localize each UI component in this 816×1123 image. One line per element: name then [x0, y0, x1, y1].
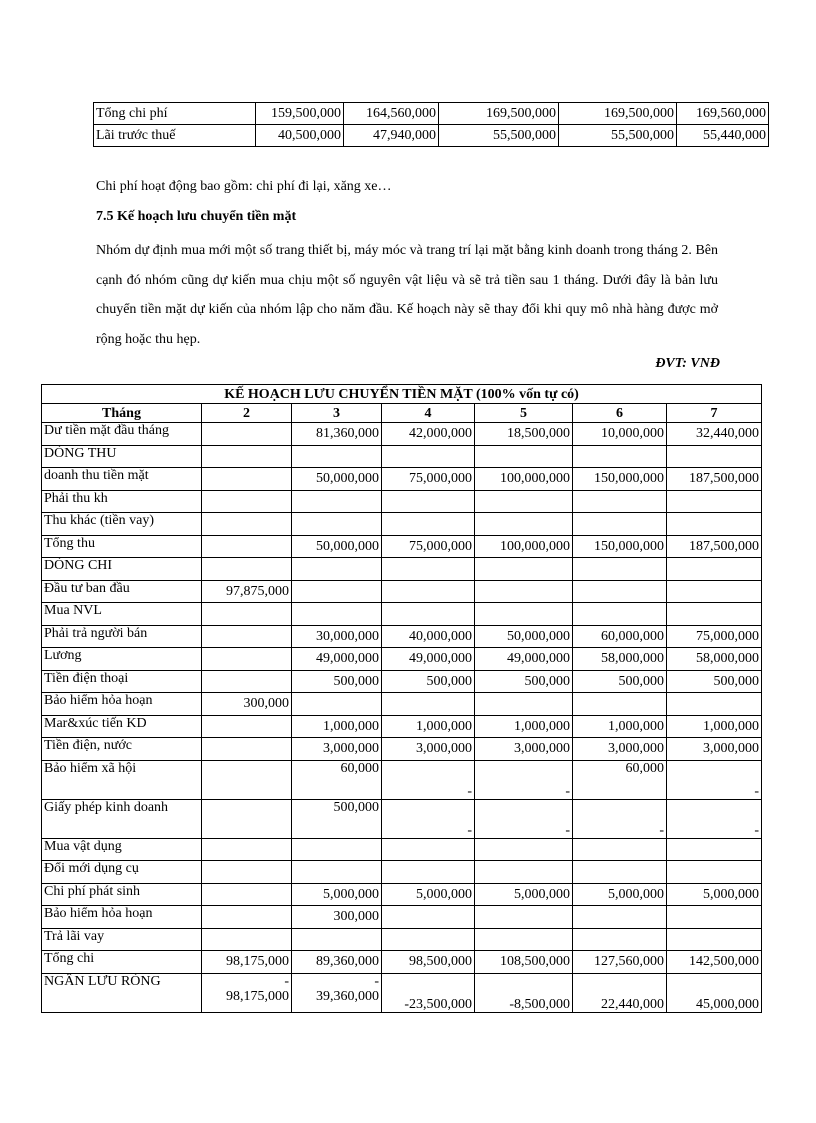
cell	[667, 838, 762, 861]
cell	[202, 670, 292, 693]
cell	[475, 928, 573, 951]
cell	[573, 906, 667, 929]
table-title: KẾ HOẠCH LƯU CHUYỂN TIỀN MẶT (100% vốn tự có)	[42, 385, 762, 404]
cell: 150,000,000	[573, 468, 667, 491]
row-label: Tổng chi phí	[94, 103, 256, 125]
row-label: doanh thu tiền mặt	[42, 468, 202, 491]
cell	[202, 861, 292, 884]
cell: 5,000,000	[292, 883, 382, 906]
cell	[475, 973, 573, 1012]
cell: 500,000	[573, 670, 667, 693]
row-label: Bảo hiểm xã hội	[42, 760, 202, 799]
cell	[667, 445, 762, 468]
row-label: DÒNG THU	[42, 445, 202, 468]
cell: 81,360,000	[292, 423, 382, 446]
cell	[667, 906, 762, 929]
cell	[667, 513, 762, 536]
cell-line: -8,500,000	[509, 996, 570, 1012]
cell	[202, 973, 292, 1012]
cell: 32,440,000	[667, 423, 762, 446]
table-row	[42, 535, 762, 558]
row-label: Phải trả người bán	[42, 625, 202, 648]
cell	[667, 693, 762, 716]
cell-line: 98,175,000	[226, 988, 289, 1004]
table-row	[42, 973, 762, 1012]
cell: 100,000,000	[475, 468, 573, 491]
cell-line: -	[374, 973, 379, 989]
table-row	[42, 861, 762, 884]
cell	[667, 558, 762, 581]
table-row	[42, 693, 762, 716]
cell: 50,000,000	[475, 625, 573, 648]
unit-label: ĐVT: VNĐ	[655, 356, 720, 371]
cell: 42,000,000	[382, 423, 475, 446]
cell: 300,000	[202, 693, 292, 716]
cell	[202, 603, 292, 626]
cell	[475, 603, 573, 626]
cell: 50,000,000	[292, 535, 382, 558]
cell: 164,560,000	[344, 103, 439, 125]
cell	[292, 693, 382, 716]
cell: -	[667, 799, 762, 838]
cell: 98,500,000	[382, 951, 475, 974]
row-label: Mua NVL	[42, 603, 202, 626]
cell-line: 45,000,000	[696, 996, 760, 1012]
row-label: Mua vật dụng	[42, 838, 202, 861]
cell	[382, 490, 475, 513]
table-row	[94, 103, 769, 125]
cell-line: -23,500,000	[404, 996, 472, 1012]
cell	[475, 580, 573, 603]
cell-line: 22,440,000	[601, 996, 664, 1012]
table-row	[94, 125, 769, 147]
row-label: Trả lãi vay	[42, 928, 202, 951]
cell: 55,500,000	[439, 125, 559, 147]
cell	[292, 580, 382, 603]
cell: 98,175,000	[202, 951, 292, 974]
row-label: NGÂN LƯU RÒNG	[42, 973, 202, 1012]
cell	[573, 580, 667, 603]
cell: 500,000	[292, 670, 382, 693]
cell	[382, 558, 475, 581]
cell: -	[667, 760, 762, 799]
cell: 3,000,000	[292, 738, 382, 761]
cell: 75,000,000	[667, 625, 762, 648]
cell	[292, 490, 382, 513]
cell	[292, 513, 382, 536]
cell: 5,000,000	[475, 883, 573, 906]
table-row	[42, 838, 762, 861]
row-label: DÒNG CHI	[42, 558, 202, 581]
summary-table	[93, 102, 769, 147]
cell	[202, 558, 292, 581]
table-row	[42, 799, 762, 838]
cash-flow-body	[42, 423, 762, 1013]
cell: 89,360,000	[292, 951, 382, 974]
cell: 58,000,000	[573, 648, 667, 671]
column-header: Tháng	[42, 404, 202, 423]
table-row	[42, 558, 762, 581]
cell	[202, 838, 292, 861]
cell-line: 39,360,000	[316, 988, 379, 1004]
cell	[382, 838, 475, 861]
cell	[292, 973, 382, 1012]
row-label: Lương	[42, 648, 202, 671]
cell	[382, 906, 475, 929]
column-header: 2	[202, 404, 292, 423]
table-row	[42, 738, 762, 761]
cell: 58,000,000	[667, 648, 762, 671]
row-label: Tiền điện, nước	[42, 738, 202, 761]
cell: 100,000,000	[475, 535, 573, 558]
cell	[382, 861, 475, 884]
cell: -	[382, 799, 475, 838]
table-row	[42, 625, 762, 648]
cell	[202, 625, 292, 648]
cell: -	[382, 760, 475, 799]
column-header: 4	[382, 404, 475, 423]
cell	[202, 445, 292, 468]
table-row	[42, 951, 762, 974]
cell	[573, 558, 667, 581]
cell: 49,000,000	[382, 648, 475, 671]
cell	[202, 535, 292, 558]
cell	[475, 445, 573, 468]
cell: 40,500,000	[256, 125, 344, 147]
cell	[475, 558, 573, 581]
row-label: Tổng thu	[42, 535, 202, 558]
cell	[573, 490, 667, 513]
header-row	[42, 404, 762, 423]
table-row	[42, 715, 762, 738]
cell: 47,940,000	[344, 125, 439, 147]
cell: 50,000,000	[292, 468, 382, 491]
cell: 1,000,000	[475, 715, 573, 738]
cell	[202, 883, 292, 906]
cell: 55,500,000	[559, 125, 677, 147]
row-label: Tổng chi	[42, 951, 202, 974]
cell	[382, 603, 475, 626]
cell: 5,000,000	[382, 883, 475, 906]
cell: 169,500,000	[439, 103, 559, 125]
cell	[475, 861, 573, 884]
cell	[667, 973, 762, 1012]
cell: 500,000	[475, 670, 573, 693]
cell: 1,000,000	[667, 715, 762, 738]
cell: 1,000,000	[573, 715, 667, 738]
cell	[382, 693, 475, 716]
row-label: Bảo hiểm hỏa hoạn	[42, 693, 202, 716]
table-row	[42, 883, 762, 906]
cell-line: -	[284, 973, 289, 989]
cell: 142,500,000	[667, 951, 762, 974]
cell: 49,000,000	[292, 648, 382, 671]
cell: 60,000,000	[573, 625, 667, 648]
row-label: Dư tiền mặt đầu tháng	[42, 423, 202, 446]
column-header: 5	[475, 404, 573, 423]
cell	[573, 838, 667, 861]
row-label: Chi phí phát sinh	[42, 883, 202, 906]
cell	[573, 928, 667, 951]
row-label: Bảo hiểm hỏa hoạn	[42, 906, 202, 929]
cell: 500,000	[382, 670, 475, 693]
cell	[202, 490, 292, 513]
column-header: 7	[667, 404, 762, 423]
row-label: Thu khác (tiền vay)	[42, 513, 202, 536]
cell	[382, 580, 475, 603]
row-label: Đầu tư ban đầu	[42, 580, 202, 603]
cash-flow-table	[41, 384, 762, 1013]
cell	[573, 693, 667, 716]
cell: 30,000,000	[292, 625, 382, 648]
cell	[202, 799, 292, 838]
cell	[292, 861, 382, 884]
cell: 159,500,000	[256, 103, 344, 125]
cell	[667, 580, 762, 603]
row-label: Giấy phép kinh doanh	[42, 799, 202, 838]
cell: 169,560,000	[677, 103, 769, 125]
cell: 10,000,000	[573, 423, 667, 446]
note-text: Chi phí hoạt động bao gồm: chi phí đi lại, xăng xe…	[96, 179, 392, 194]
cell	[202, 738, 292, 761]
cell: 108,500,000	[475, 951, 573, 974]
cell: 1,000,000	[382, 715, 475, 738]
body-paragraph: Nhóm dự định mua mới một số trang thiết bị, máy móc và trang trí lại mặt bằng kinh doanh trong tháng 2. Bên cạnh đó nhóm cũng dự kiến mua chịu một số nguyên vật liệu và sẽ trả tiền sau 1 tháng. Dưới đây là bản lưu chuyển tiền mặt dự kiến của nhóm lập cho năm đầu. Kế hoạch này sẽ thay đổi khi quy mô nhà hàng được mở rộng hoặc thu hẹp.	[96, 243, 718, 347]
cell	[382, 928, 475, 951]
cell: 75,000,000	[382, 468, 475, 491]
cell: 3,000,000	[573, 738, 667, 761]
cell: -	[475, 799, 573, 838]
table-row	[42, 423, 762, 446]
cell: 60,000	[573, 760, 667, 799]
cell	[202, 715, 292, 738]
table-row	[42, 928, 762, 951]
table-row	[42, 490, 762, 513]
cell	[202, 648, 292, 671]
cell: 1,000,000	[292, 715, 382, 738]
cell: 187,500,000	[667, 468, 762, 491]
cell: 500,000	[292, 799, 382, 838]
cell: 187,500,000	[667, 535, 762, 558]
cell	[573, 973, 667, 1012]
cell	[292, 558, 382, 581]
cell	[573, 445, 667, 468]
cell	[202, 468, 292, 491]
cell	[475, 693, 573, 716]
cell	[667, 490, 762, 513]
cell	[573, 513, 667, 536]
column-header: 6	[573, 404, 667, 423]
table-row	[42, 513, 762, 536]
cell: 300,000	[292, 906, 382, 929]
cell	[382, 973, 475, 1012]
section-title: 7.5 Kế hoạch lưu chuyển tiền mặt	[96, 209, 297, 224]
cell: 150,000,000	[573, 535, 667, 558]
cell	[382, 513, 475, 536]
table-row	[42, 648, 762, 671]
column-header: 3	[292, 404, 382, 423]
cell	[292, 603, 382, 626]
table-row	[42, 445, 762, 468]
cell	[202, 760, 292, 799]
cell: 5,000,000	[667, 883, 762, 906]
cell: 55,440,000	[677, 125, 769, 147]
cell: 127,560,000	[573, 951, 667, 974]
table-row	[42, 468, 762, 491]
cell: 60,000	[292, 760, 382, 799]
cell: 500,000	[667, 670, 762, 693]
cell	[202, 906, 292, 929]
cell: 5,000,000	[573, 883, 667, 906]
cell	[475, 513, 573, 536]
cell	[202, 513, 292, 536]
cell: 169,500,000	[559, 103, 677, 125]
cell: 49,000,000	[475, 648, 573, 671]
cell	[667, 861, 762, 884]
cell	[573, 603, 667, 626]
cell	[667, 603, 762, 626]
cell: 97,875,000	[202, 580, 292, 603]
cell	[202, 423, 292, 446]
table-row	[42, 580, 762, 603]
row-label: Lãi trước thuế	[94, 125, 256, 147]
cell	[667, 928, 762, 951]
cell: -	[475, 760, 573, 799]
row-label: Tiền điện thoại	[42, 670, 202, 693]
cell	[475, 906, 573, 929]
table-row	[42, 603, 762, 626]
row-label: Phải thu kh	[42, 490, 202, 513]
cell: 75,000,000	[382, 535, 475, 558]
cell	[573, 861, 667, 884]
table-row	[42, 906, 762, 929]
cell	[292, 838, 382, 861]
cell	[202, 928, 292, 951]
cell	[475, 838, 573, 861]
cell: 3,000,000	[382, 738, 475, 761]
cell: 3,000,000	[475, 738, 573, 761]
row-label: Đổi mới dụng cụ	[42, 861, 202, 884]
cell	[292, 928, 382, 951]
row-label: Mar&xúc tiến KD	[42, 715, 202, 738]
cell: 3,000,000	[667, 738, 762, 761]
cell: 40,000,000	[382, 625, 475, 648]
table-row	[42, 670, 762, 693]
cell	[292, 445, 382, 468]
table-row	[42, 760, 762, 799]
cell: 18,500,000	[475, 423, 573, 446]
cell	[382, 445, 475, 468]
cell: -	[573, 799, 667, 838]
cell	[475, 490, 573, 513]
